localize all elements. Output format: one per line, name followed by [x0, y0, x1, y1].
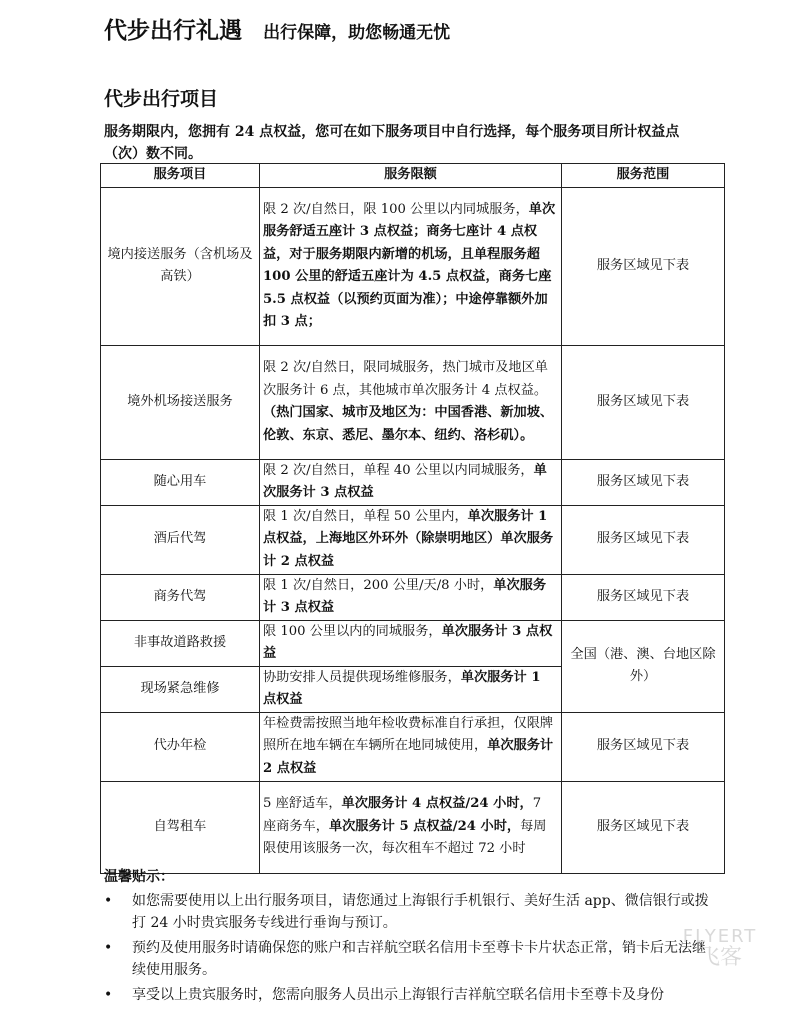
service-item: 代办年检	[101, 712, 260, 781]
limit-text: 年检费需按照当地年检收费标准自行承担，仅限牌照所在地车辆在车辆所在地同城使用，	[263, 715, 554, 754]
tips-title: 温馨贴示：	[104, 869, 174, 885]
tips-section	[104, 866, 714, 1009]
service-scope: 服务区域见下表	[562, 187, 725, 345]
limit-text: 限 1 次/自然日，200 公里/天/8 小时，	[263, 577, 494, 593]
table-row	[101, 345, 725, 459]
service-limit	[260, 459, 562, 505]
limit-text: 限 100 公里以内的同城服务，	[263, 623, 442, 639]
bullet-icon: •	[104, 940, 113, 956]
service-limit	[260, 505, 562, 574]
service-scope: 服务区域见下表	[562, 505, 725, 574]
tip-text: 享受以上贵宾服务时，您需向服务人员出示上海银行吉祥航空联名信用卡至尊卡及身份	[132, 987, 664, 1003]
service-scope: 服务区域见下表	[562, 781, 725, 873]
service-item: 随心用车	[101, 459, 260, 505]
limit-text: 5 座舒适车，	[263, 796, 342, 812]
page-header	[104, 12, 450, 45]
limit-text: 限 2 次/自然日，限同城服务，热门城市及地区单次服务计 6 点，其他城市单次服务计 4 点权益。	[263, 360, 548, 398]
service-limit	[260, 781, 562, 873]
limit-text: 限 2 次/自然日，单程 40 公里以内同城服务，	[263, 462, 534, 478]
table-header-row	[101, 164, 725, 188]
service-item: 境内接送服务（含机场及高铁）	[101, 187, 260, 345]
service-limit	[260, 345, 562, 459]
limit-bold-text: 单次服务舒适五座计 3 点权益；商务七座计 4 点权益，对于服务期限内新增的机场，且单程服务超 100 公里的舒适五座计为 4.5 点权益，商务七座 5.5 点权益（以预约页面为准）；中途停靠额外加扣 3 点；	[263, 201, 556, 329]
service-item: 非事故道路救援	[101, 620, 260, 666]
header-scope: 服务范围	[562, 164, 725, 188]
header-item: 服务项目	[101, 164, 260, 188]
service-limit	[260, 620, 562, 666]
bullet-icon: •	[104, 987, 113, 1003]
section-title: 代步出行项目	[104, 88, 219, 110]
tip-text: 如您需要使用以上出行服务项目，请您通过上海银行手机银行、美好生活 app、微信银行或拨打 24 小时贵宾服务专线进行垂询与预订。	[132, 893, 709, 931]
page-title: 代步出行礼遇	[104, 18, 242, 44]
service-item: 商务代驾	[101, 574, 260, 620]
list-item	[104, 984, 714, 1006]
service-table	[100, 163, 725, 874]
service-scope: 全国（港、澳、台地区除外）	[562, 620, 725, 712]
limit-bold-text: 单次服务计 1 点权益	[263, 669, 541, 707]
service-limit	[260, 712, 562, 781]
limit-bold-text: （热门国家、城市及地区为：中国香港、新加坡、伦敦、东京、悉尼、墨尔本、纽约、洛杉矶）。	[263, 405, 554, 443]
section-intro: 服务期限内，您拥有 24 点权益，您可在如下服务项目中自行选择，每个服务项目所计权益点（次）数不同。	[104, 124, 680, 162]
limit-bold-text: 单次服务计 3 点权益	[263, 462, 547, 500]
limit-text: 协助安排人员提供现场维修服务，	[263, 669, 461, 685]
limit-text-2: 7 座商务车，	[263, 796, 542, 834]
limit-bold-text-2: 单次服务计 5 点权益/24 小时，	[328, 818, 521, 834]
service-item: 境外机场接送服务	[101, 345, 260, 459]
table-row	[101, 712, 725, 781]
service-limit	[260, 666, 562, 712]
watermark-logo-cn: 飞客	[697, 945, 742, 970]
service-item: 自驾租车	[101, 781, 260, 873]
tip-text: 预约及使用服务时请确保您的账户和吉祥航空联名信用卡至尊卡卡片状态正常，销卡后无法继续使用服务。	[132, 940, 706, 978]
header-limit: 服务限额	[260, 164, 562, 188]
limit-tail-text: 每周限使用该服务一次，每次租车不超过 72 小时	[263, 818, 547, 857]
service-item: 酒后代驾	[101, 505, 260, 574]
watermark	[660, 926, 780, 969]
table-row	[101, 459, 725, 505]
limit-text: 限 1 次/自然日，单程 50 公里内，	[263, 508, 468, 524]
service-item: 现场紧急维修	[101, 666, 260, 712]
service-limit	[260, 574, 562, 620]
list-item	[104, 890, 714, 934]
service-scope: 服务区域见下表	[562, 574, 725, 620]
service-scope: 服务区域见下表	[562, 459, 725, 505]
tips-list	[104, 890, 714, 1006]
bullet-icon: •	[104, 893, 113, 909]
table-row	[101, 505, 725, 574]
service-scope: 服务区域见下表	[562, 712, 725, 781]
service-limit	[260, 187, 562, 345]
limit-bold-text: 单次服务计 3 点权益	[263, 577, 547, 615]
table-row	[101, 574, 725, 620]
limit-bold-text: 单次服务计 1 点权益，上海地区外环外（除崇明地区）单次服务计 2 点权益	[263, 508, 554, 569]
limit-bold-text: 单次服务计 3 点权益	[263, 623, 553, 661]
page-subtitle: 出行保障，助您畅通无忧	[263, 23, 451, 43]
list-item	[104, 937, 714, 981]
watermark-logo-text: FLYERT	[682, 926, 758, 947]
limit-bold-text: 单次服务计 4 点权益/24 小时，	[341, 796, 533, 812]
table-row	[101, 620, 725, 666]
table-row	[101, 781, 725, 873]
service-scope: 服务区域见下表	[562, 345, 725, 459]
limit-text: 限 2 次/自然日，限 100 公里以内同城服务，	[263, 201, 529, 217]
table-row	[101, 187, 725, 345]
limit-bold-text: 单次服务计 2 点权益	[263, 738, 554, 776]
